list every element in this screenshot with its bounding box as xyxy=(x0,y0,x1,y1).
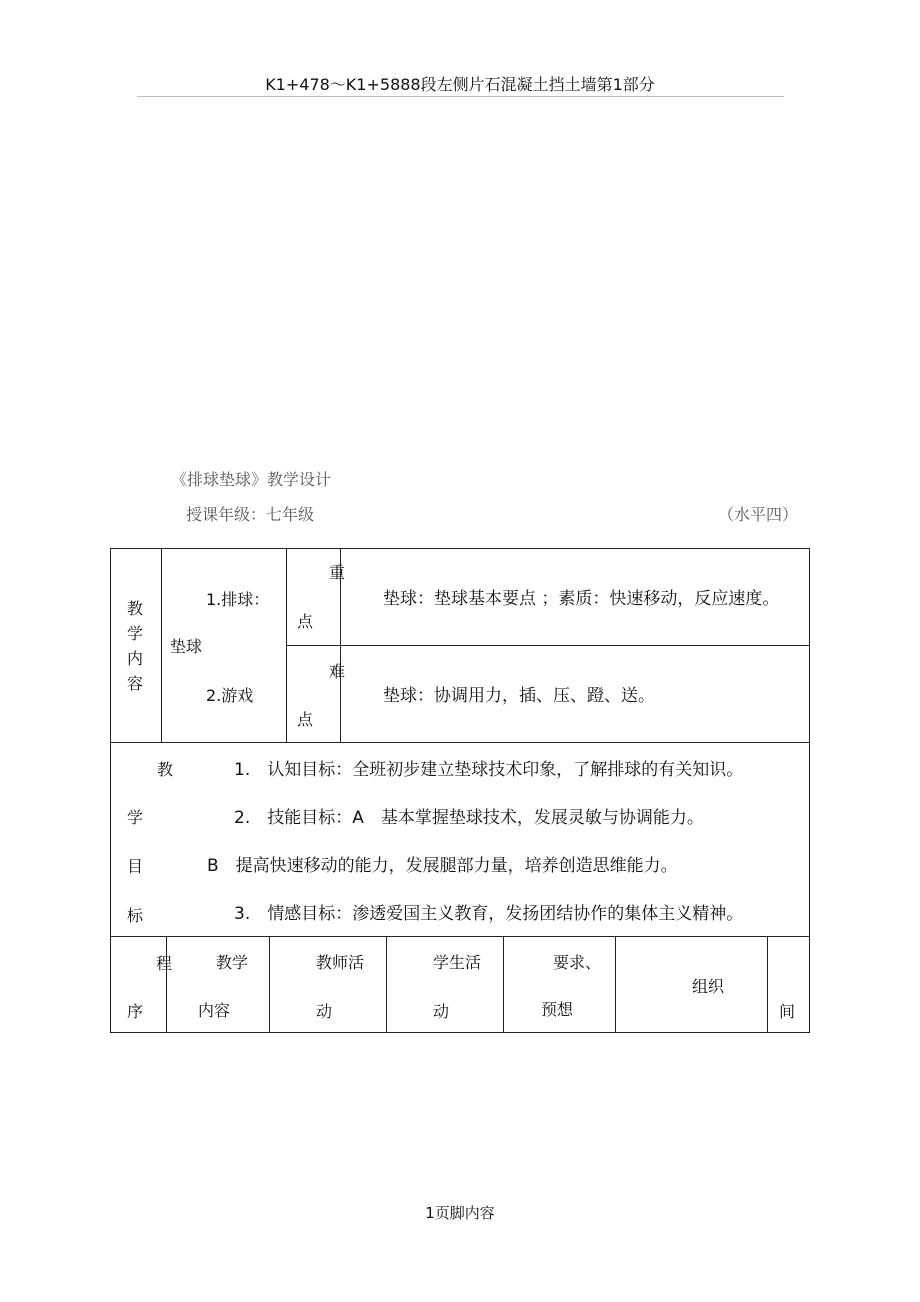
goals-headers-divider xyxy=(110,936,810,937)
content-label-char: 教 xyxy=(127,599,144,618)
key-difficult-divider xyxy=(286,645,810,646)
grade-line: 授课年级：七年级 xyxy=(186,505,315,524)
header-order-bottom: 序 xyxy=(127,1002,144,1021)
header-content-bottom: 内容 xyxy=(198,1001,231,1020)
goal-skill: 2. 技能目标：A 基本掌握垫球技术，发展灵敏与协调能力。 xyxy=(234,808,704,828)
difficult-point-text: 垫球：协调用力，插、压、蹬、送。 xyxy=(383,686,655,706)
page-header: K1+478～K1+5888段左侧片石混凝土挡土墙第1部分 xyxy=(265,75,655,94)
difficult-label-bottom: 点 xyxy=(297,710,314,729)
key-label-bottom: 点 xyxy=(297,612,314,631)
header-requirement-bottom: 预想 xyxy=(541,1000,574,1019)
header-student-bottom: 动 xyxy=(433,1002,450,1021)
header-requirement-top: 要求、 xyxy=(553,953,602,972)
key-label-top: 重 xyxy=(329,563,346,582)
goal-label-char: 学 xyxy=(127,808,144,827)
header-organization: 组织 xyxy=(692,977,725,996)
content-goals-divider xyxy=(110,742,810,743)
content-item-volleyball: 1.排球： xyxy=(206,590,270,609)
key-point-text: 垫球：垫球基本要点 ；素质：快速移动，反应速度。 xyxy=(383,589,780,609)
goal-label-char: 标 xyxy=(127,906,144,925)
goal-skill-b: B 提高快速移动的能力，发展腿部力量，培养创造思维能力。 xyxy=(207,856,678,876)
content-label-char: 学 xyxy=(127,624,144,643)
header-content-top: 教学 xyxy=(216,953,249,972)
header-rule xyxy=(137,96,784,97)
difficult-label-top: 难 xyxy=(329,662,346,681)
key-label-top-clip xyxy=(329,563,346,585)
content-label-divider xyxy=(161,548,162,743)
header-order-top: 程 xyxy=(156,954,173,973)
content-item-game: 2.游戏 xyxy=(206,686,254,705)
goal-label-char: 教 xyxy=(157,760,174,779)
goal-label-char: 目 xyxy=(127,857,144,876)
header-teacher-bottom: 动 xyxy=(316,1002,333,1021)
goal-cognitive: 1. 认知目标：全班初步建立垫球技术印象，了解排球的有关知识。 xyxy=(234,760,744,780)
goal-label-first-clip xyxy=(157,760,174,782)
document-title: 《排球垫球》教学设计 xyxy=(171,470,332,489)
content-items-divider xyxy=(286,548,287,743)
content-item-dig: 垫球 xyxy=(170,637,203,656)
table-top-border xyxy=(110,548,810,549)
header-order-top-clip xyxy=(156,954,173,976)
header-divider-6 xyxy=(767,936,768,1033)
header-teacher-top: 教师活 xyxy=(316,953,365,972)
content-label-char: 内 xyxy=(127,649,144,668)
level-label: （水平四） xyxy=(718,505,799,524)
table-right-border xyxy=(809,548,810,1033)
page-footer: 1页脚内容 xyxy=(425,1204,495,1222)
header-time: 间 xyxy=(779,1002,796,1021)
header-divider-4 xyxy=(503,936,504,1033)
header-student-top: 学生活 xyxy=(433,953,482,972)
header-divider-2 xyxy=(269,936,270,1033)
header-divider-5 xyxy=(615,936,616,1033)
goal-affective: 3. 情感目标：渗透爱国主义教育，发扬团结协作的集体主义精神。 xyxy=(234,904,744,924)
difficult-label-top-clip xyxy=(329,662,346,684)
content-label-char: 容 xyxy=(127,674,144,693)
header-divider-1 xyxy=(166,936,167,1033)
header-divider-3 xyxy=(386,936,387,1033)
table-bottom-border xyxy=(110,1032,810,1033)
table-left-border xyxy=(110,548,111,1033)
